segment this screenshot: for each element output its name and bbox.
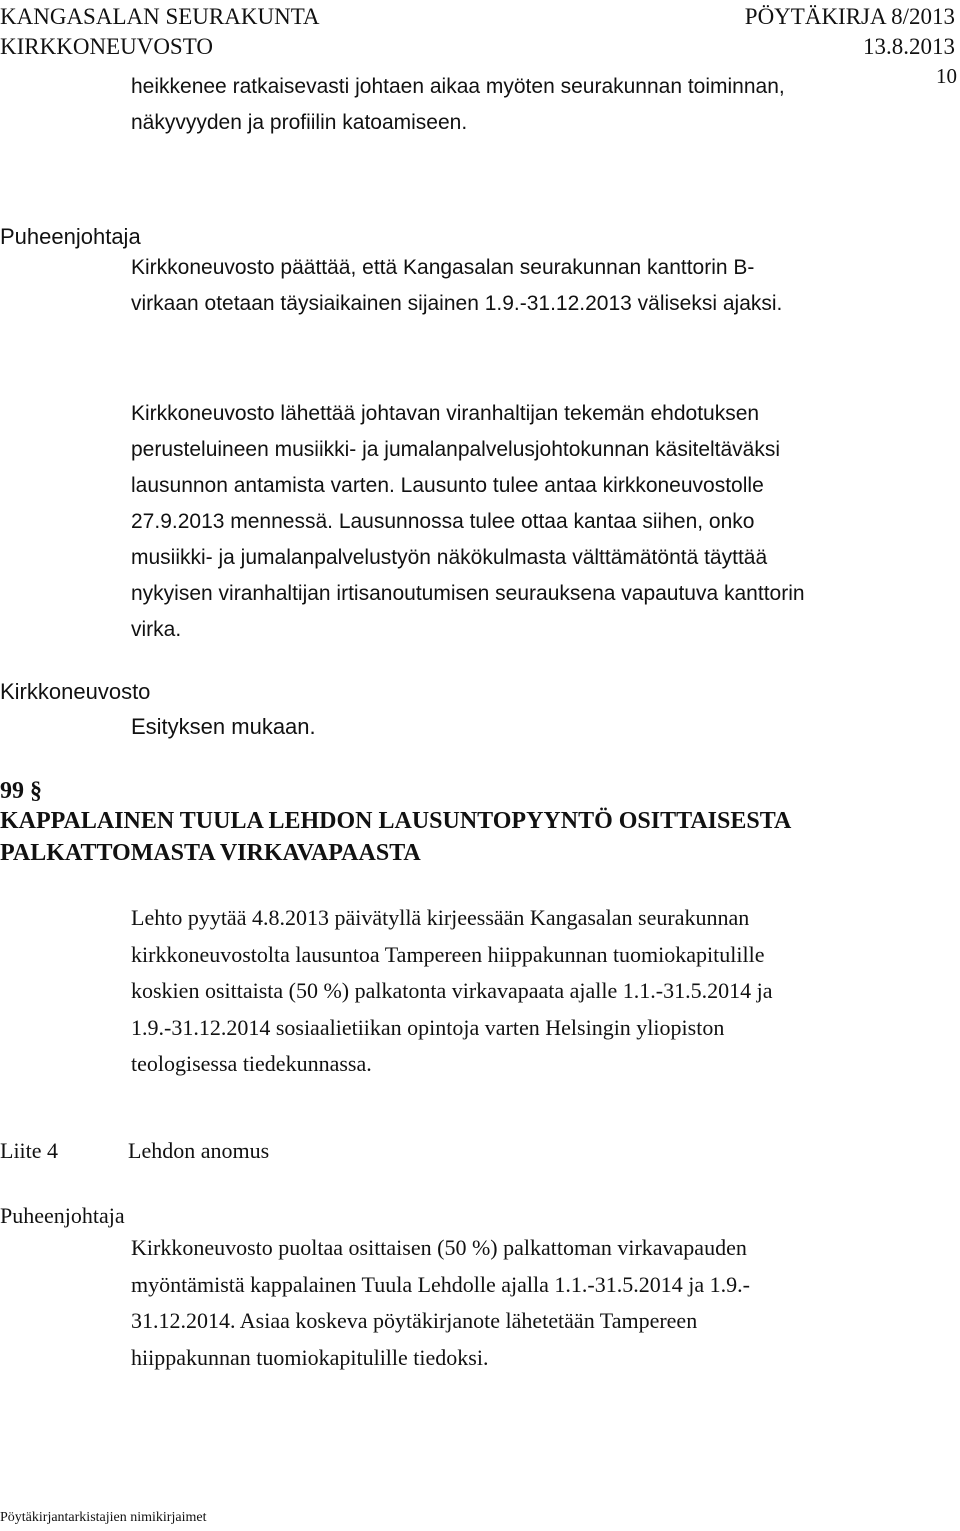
page-number: 10 bbox=[936, 64, 957, 88]
text-line: perusteluineen musiikki- ja jumalanpalvelusjohtokunnan käsiteltäväksi bbox=[131, 438, 781, 461]
text-line: lausunnon antamista varten. Lausunto tulee antaa kirkkoneuvostolle bbox=[131, 474, 764, 497]
proposal-label: Puheenjohtaja bbox=[0, 224, 141, 249]
text-line: musiikki- ja jumalanpalvelustyön näkökulmasta välttämätöntä täyttää bbox=[131, 546, 768, 569]
text-line: koskien osittaista (50 %) palkatonta virkavapaata ajalle 1.1.-31.5.2014 ja bbox=[131, 978, 773, 1003]
section-title-line: PALKATTOMASTA VIRKAVAPAASTA bbox=[0, 840, 421, 866]
attachment-label: Liite 4 bbox=[0, 1138, 59, 1163]
request-paragraph bbox=[131, 900, 772, 1083]
header-body: KIRKKONEUVOSTO bbox=[0, 34, 213, 59]
attachment-text: Lehdon anomus bbox=[128, 1138, 270, 1163]
text-line: teologisessa tiedekunnassa. bbox=[131, 1051, 372, 1076]
section-title-line: KAPPALAINEN TUULA LEHDON LAUSUNTOPYYNTÖ OSITTAISESTA bbox=[0, 808, 792, 834]
text-line: 27.9.2013 mennessä. Lausunnossa tulee ottaa kantaa siihen, onko bbox=[131, 510, 755, 533]
text-line: virka. bbox=[131, 618, 182, 641]
header-date: 13.8.2013 bbox=[863, 34, 955, 59]
footer-initials: Pöytäkirjantarkistajien nimikirjaimet bbox=[0, 1510, 207, 1525]
decision-text: Esityksen mukaan. bbox=[131, 714, 316, 739]
proposal-label: Puheenjohtaja bbox=[0, 1203, 125, 1228]
text-line: myöntämistä kappalainen Tuula Lehdolle ajalla 1.1.-31.5.2014 ja 1.9.- bbox=[131, 1271, 750, 1297]
header-organization: KANGASALAN SEURAKUNTA bbox=[0, 4, 320, 29]
text-line: Lehto pyytää 4.8.2013 päivätyllä kirjeessään Kangasalan seurakunnan bbox=[131, 905, 750, 930]
decision-label: Kirkkoneuvosto bbox=[0, 679, 151, 704]
continuation-paragraph bbox=[131, 69, 785, 141]
section-number: 99 § bbox=[0, 778, 42, 804]
text-line: 1.9.-31.12.2014 sosiaalietiikan opintoja varten Helsingin yliopiston bbox=[131, 1014, 725, 1040]
text-line: heikkenee ratkaisevasti johtaen aikaa myöten seurakunnan toiminnan, bbox=[131, 75, 785, 98]
text-line: näkyvyyden ja profiilin katoamiseen. bbox=[131, 111, 468, 134]
text-line: Kirkkoneuvosto lähettää johtavan viranhaltijan tekemän ehdotuksen bbox=[131, 402, 760, 425]
proposal-text bbox=[131, 1230, 750, 1376]
referral-paragraph bbox=[131, 396, 805, 648]
text-line: kirkkoneuvostolta lausuntoa Tampereen hiippakunnan tuomiokapitulille bbox=[131, 941, 765, 967]
text-line: virkaan otetaan täysiaikainen sijainen 1.9.-31.12.2013 väliseksi ajaksi. bbox=[131, 292, 783, 315]
text-line: nykyisen viranhaltijan irtisanoutumisen seurauksena vapautuva kanttorin bbox=[131, 582, 805, 605]
text-line: 31.12.2014. Asiaa koskeva pöytäkirjanote lähetetään Tampereen bbox=[131, 1308, 698, 1333]
text-line: hiippakunnan tuomiokapitulille tiedoksi. bbox=[131, 1344, 489, 1370]
proposal-text bbox=[131, 250, 782, 322]
header-document: PÖYTÄKIRJA 8/2013 bbox=[744, 4, 955, 29]
text-line: Kirkkoneuvosto puoltaa osittaisen (50 %) palkattoman virkavapauden bbox=[131, 1235, 747, 1260]
text-line: Kirkkoneuvosto päättää, että Kangasalan seurakunnan kanttorin B- bbox=[131, 256, 755, 279]
